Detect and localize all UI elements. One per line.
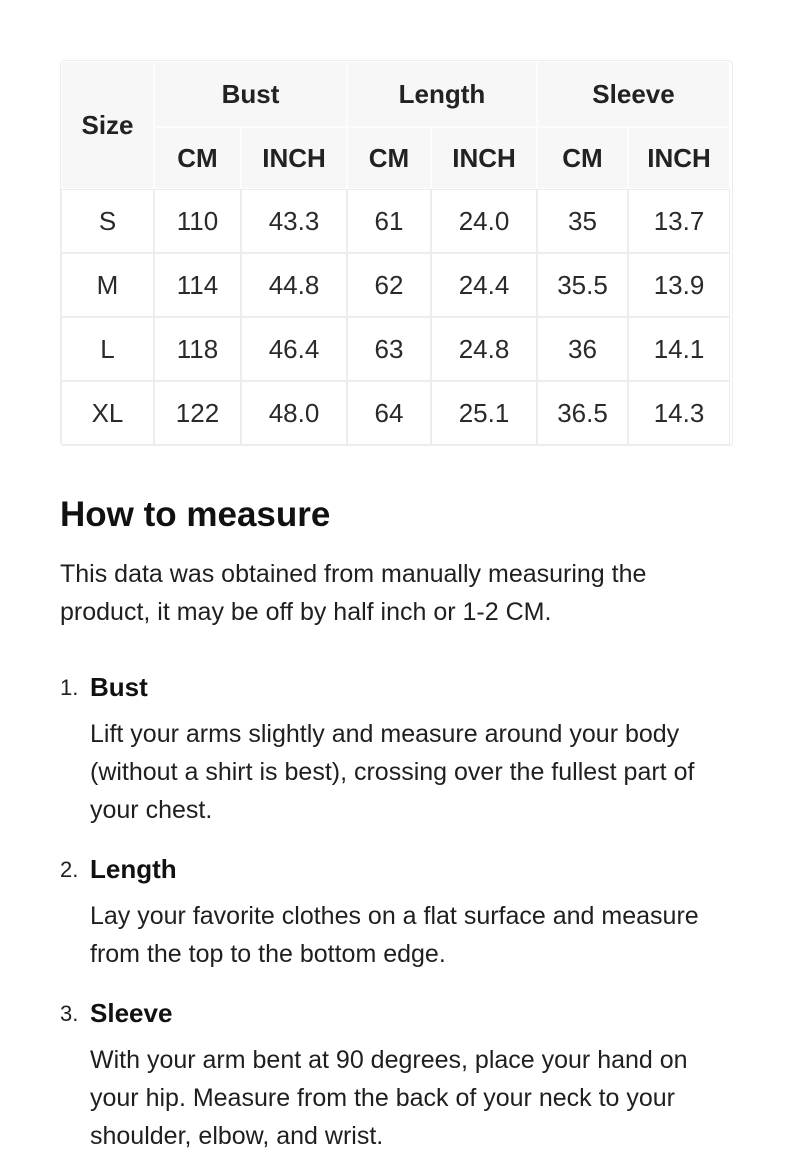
step-number: 3. xyxy=(60,1001,79,1026)
measure-step-bust xyxy=(60,671,740,829)
how-to-measure-intro: This data was obtained from manually measuring the product, it may be off by half inch or 1-2 CM. xyxy=(60,560,647,626)
value-cell: 36 xyxy=(537,317,628,381)
step-description: Lay your favorite clothes on a flat surface and measure from the top to the bottom edge. xyxy=(90,902,699,968)
header-unit-sleeve-cm: CM xyxy=(537,127,628,189)
header-unit-length-cm: CM xyxy=(347,127,431,189)
size-chart xyxy=(60,60,733,446)
header-unit-length-inch: INCH xyxy=(431,127,537,189)
value-cell: 35.5 xyxy=(537,253,628,317)
how-to-measure-title: How to measure xyxy=(60,495,331,534)
value-cell: 13.7 xyxy=(628,189,730,253)
value-cell: 14.1 xyxy=(628,317,730,381)
table-row-s xyxy=(61,189,730,253)
value-cell: 14.3 xyxy=(628,381,730,445)
size-cell: S xyxy=(61,189,154,253)
value-cell: 122 xyxy=(154,381,241,445)
table-row-l xyxy=(61,317,730,381)
size-cell: L xyxy=(61,317,154,381)
step-description: With your arm bent at 90 degrees, place your hand on your hip. Measure from the back of your neck to your shoulder, elbow, and wrist. xyxy=(90,1046,688,1150)
step-term: Bust xyxy=(90,672,148,702)
value-cell: 114 xyxy=(154,253,241,317)
value-cell: 44.8 xyxy=(241,253,347,317)
value-cell: 36.5 xyxy=(537,381,628,445)
step-term: Sleeve xyxy=(90,998,173,1028)
step-term: Length xyxy=(90,854,177,884)
header-unit-bust-cm: CM xyxy=(154,127,241,189)
table-row-xl xyxy=(61,381,730,445)
value-cell: 24.8 xyxy=(431,317,537,381)
value-cell: 118 xyxy=(154,317,241,381)
value-cell: 25.1 xyxy=(431,381,537,445)
value-cell: 110 xyxy=(154,189,241,253)
header-unit-sleeve-inch: INCH xyxy=(628,127,730,189)
measure-step-sleeve xyxy=(60,997,740,1155)
table-row-m xyxy=(61,253,730,317)
step-description: Lift your arms slightly and measure around your body (without a shirt is best), crossing over the fullest part of your chest. xyxy=(90,720,695,824)
value-cell: 24.4 xyxy=(431,253,537,317)
measure-steps-list xyxy=(60,671,740,1155)
header-unit-bust-inch: INCH xyxy=(241,127,347,189)
value-cell: 61 xyxy=(347,189,431,253)
header-group-length: Length xyxy=(347,61,537,127)
size-chart-table xyxy=(61,61,730,445)
value-cell: 64 xyxy=(347,381,431,445)
header-group-bust: Bust xyxy=(154,61,347,127)
header-group-sleeve: Sleeve xyxy=(537,61,730,127)
value-cell: 46.4 xyxy=(241,317,347,381)
value-cell: 43.3 xyxy=(241,189,347,253)
size-cell: M xyxy=(61,253,154,317)
step-number: 1. xyxy=(60,675,79,700)
value-cell: 62 xyxy=(347,253,431,317)
value-cell: 13.9 xyxy=(628,253,730,317)
value-cell: 35 xyxy=(537,189,628,253)
size-cell: XL xyxy=(61,381,154,445)
step-number: 2. xyxy=(60,857,79,882)
value-cell: 48.0 xyxy=(241,381,347,445)
value-cell: 24.0 xyxy=(431,189,537,253)
value-cell: 63 xyxy=(347,317,431,381)
measure-step-length xyxy=(60,853,740,973)
header-size: Size xyxy=(61,61,154,189)
